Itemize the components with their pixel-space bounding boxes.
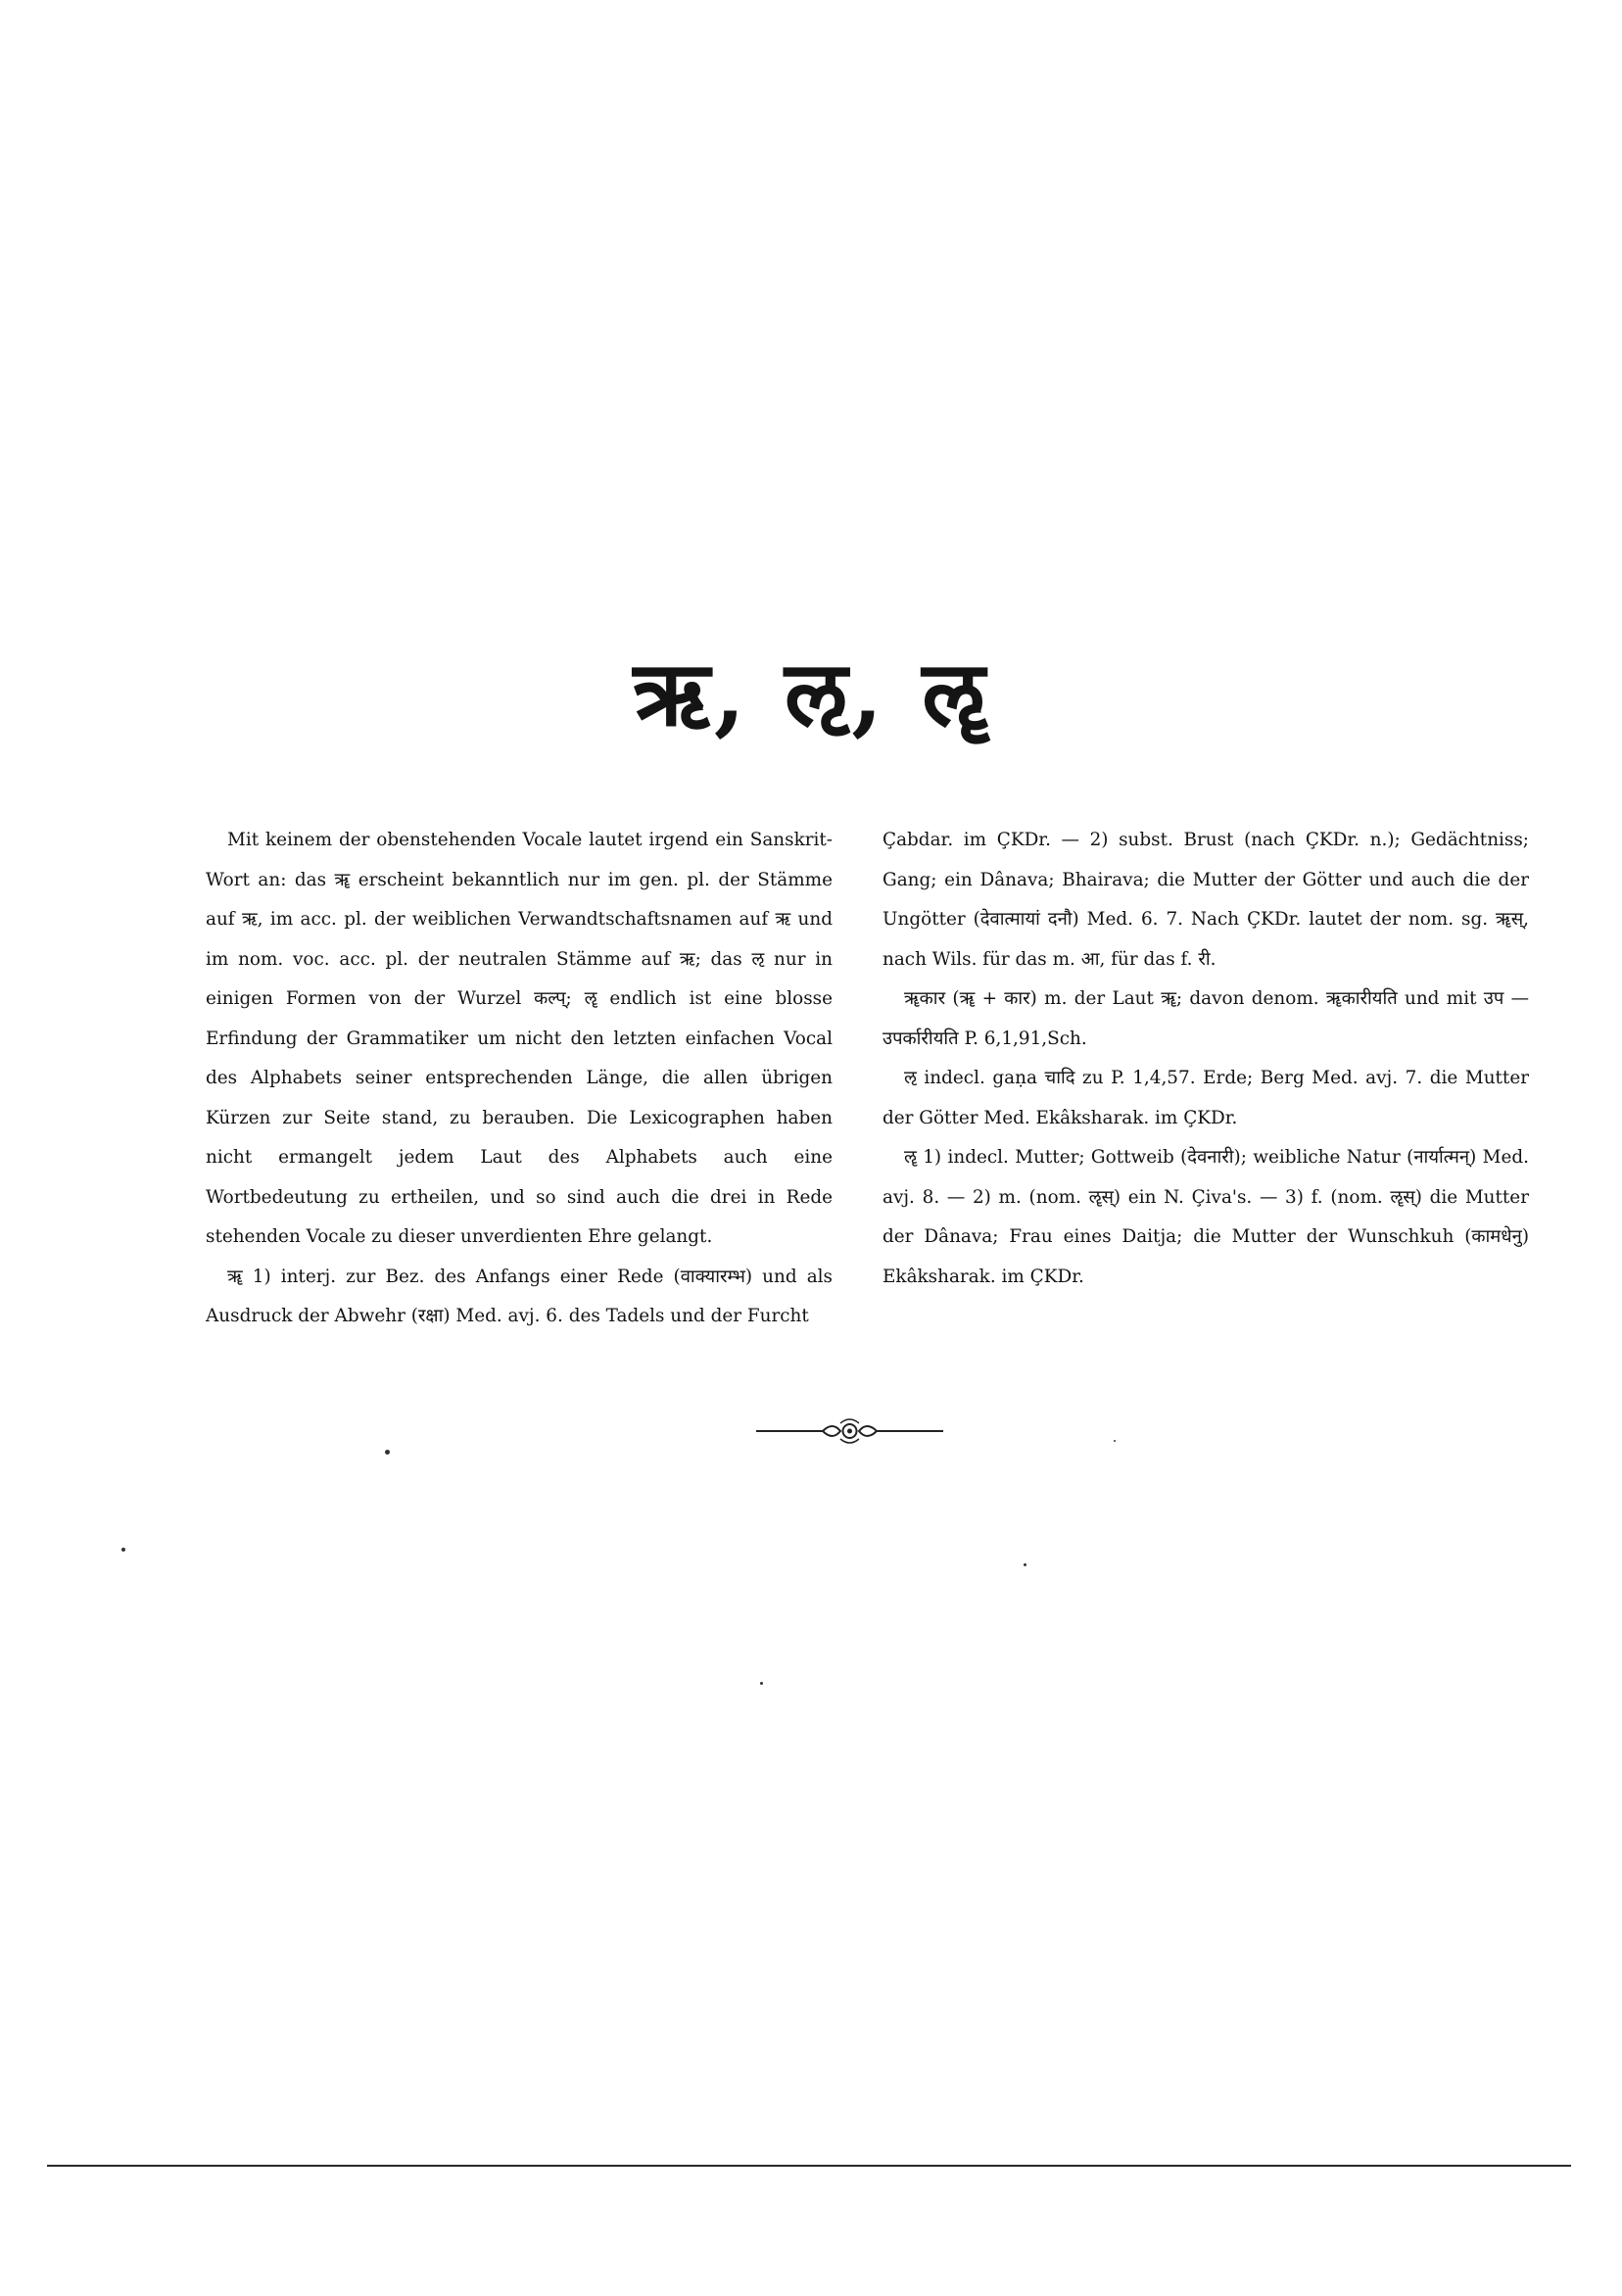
scan-speck bbox=[1114, 1440, 1116, 1442]
page-heading: ऋ, ऌ, ॡ bbox=[633, 641, 989, 746]
entry-lli: ॡ 1) indecl. Mutter; Gottweib (देवनारी); weibliche Natur (नार्यात्मन्) Med. avj. 8. — 2) m. (nom. ॡस्) ein N. Çiva's. — 3) f. (nom. ॡस्) die Mutter der Dânava; Frau eines Daitja; die Mutter der Wunschkuh (कामधेनु) Ekâksharak. im ÇKDr. bbox=[883, 1147, 1529, 1287]
scan-speck bbox=[385, 1450, 390, 1455]
left-column bbox=[206, 821, 833, 1337]
paragraph-intro: Mit keinem der obenstehenden Vocale lautet irgend ein Sanskrit-Wort an: das ॠ erscheint bekanntlich nur im gen. pl. der Stämme auf ऋ, im acc. pl. der weiblichen Verwandtschaftsnamen auf ऋ und im nom. voc. acc. pl. der neutralen Stämme auf ऋ; das ऌ nur in einigen Formen von der Wurzel कल्प्; ॡ endlich ist eine blosse Erfindung der Grammatiker um nicht den letzten einfachen Vocal des Alphabets seiner entsprechenden Länge, die allen übrigen Kürzen zur Seite stand, zu berauben. Die Lexicographen haben nicht ermangelt jedem Laut des Alphabets auch eine Wortbedeutung zu ertheilen, und so sind auch die drei in Rede stehenden Vocale zu dieser unverdienten Ehre gelangt. bbox=[206, 830, 833, 1247]
scan-speck bbox=[121, 1548, 125, 1552]
entry-rri-continued: Çabdar. im ÇKDr. — 2) subst. Brust (nach ÇKDr. n.); Gedächtniss; Gang; ein Dânava; Bhairava; die Mutter der Götter und auch die der Ungötter (देवात्मायां दनौ) Med. 6. 7. Nach ÇKDr. lautet der nom. sg. ॠस्, nach Wils. für das m. आ, für das f. री. bbox=[883, 830, 1529, 970]
scan-speck bbox=[1024, 1563, 1026, 1566]
entry-lri: ऌ indecl. gaṇa चादि zu P. 1,4,57. Erde; Berg Med. avj. 7. die Mutter der Götter Med. Ekâksharak. im ÇKDr. bbox=[883, 1068, 1529, 1128]
scan-speck bbox=[760, 1682, 763, 1685]
entry-rri: ॠ 1) interj. zur Bez. des Anfangs einer Rede (वाक्यारम्भ) und als Ausdruck der Abwehr (रक्षा) Med. avj. 6. des Tadels und der Furcht bbox=[206, 1266, 833, 1326]
entry-rrikara: ॠकार (ॠ + कार) m. der Laut ॠ; davon denom. ॠकारीयति und mit उप — उपर्कारीयति P. 6,1,91,Sch. bbox=[883, 988, 1529, 1049]
right-column bbox=[883, 821, 1529, 1297]
ornament-icon bbox=[754, 1413, 945, 1449]
bottom-rule bbox=[47, 2165, 1571, 2167]
